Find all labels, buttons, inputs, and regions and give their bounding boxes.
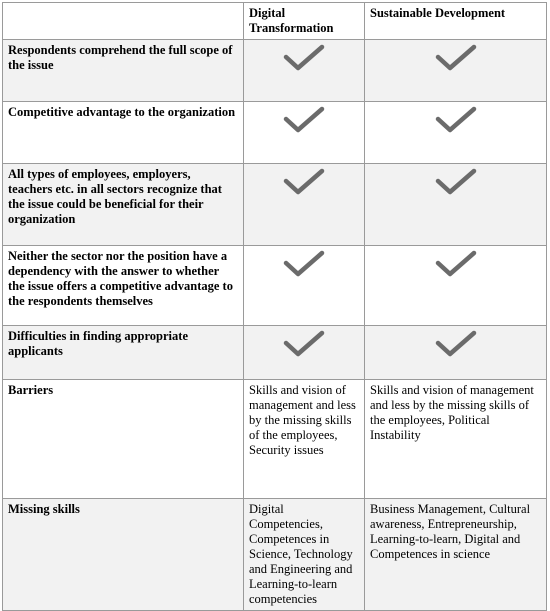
header-row [3, 3, 547, 40]
digital-check-cell [244, 40, 365, 102]
check-icon [283, 43, 325, 73]
digital-check-cell [244, 102, 365, 164]
sustainable-check-cell [365, 326, 547, 380]
header-digital-transformation: Digital Transformation [244, 3, 365, 40]
sustainable-check-cell [365, 40, 547, 102]
header-criterion [3, 3, 244, 40]
check-icon [435, 249, 477, 279]
table-row [3, 380, 547, 499]
check-icon [435, 43, 477, 73]
header-sustainable-development: Sustainable Development [365, 3, 547, 40]
comparison-table [2, 2, 547, 611]
table-row [3, 326, 547, 380]
table-row [3, 40, 547, 102]
check-icon [283, 167, 325, 197]
criterion-cell: Barriers [3, 380, 244, 499]
sustainable-check-cell [365, 246, 547, 326]
table-row [3, 246, 547, 326]
criterion-cell: Missing skills [3, 499, 244, 611]
digital-check-cell [244, 246, 365, 326]
check-icon [435, 167, 477, 197]
check-icon [283, 105, 325, 135]
sustainable-missing-skills-cell: Business Management, Cultural awareness, Entrepreneurship, Learning-to-learn, Digital and Competences in science [365, 499, 547, 611]
table-row [3, 102, 547, 164]
digital-missing-skills-cell: Digital Competencies, Competences in Science, Technology and Engineering and Learning-to-learn competencies [244, 499, 365, 611]
criterion-cell: Competitive advantage to the organization [3, 102, 244, 164]
sustainable-barriers-cell: Skills and vision of management and less by the missing skills of the employees, Political Instability [365, 380, 547, 499]
digital-check-cell [244, 326, 365, 380]
criterion-cell: Neither the sector nor the position have a dependency with the answer to whether the issue offers a competitive advantage to the respondents themselves [3, 246, 244, 326]
check-icon [283, 329, 325, 359]
table-row [3, 164, 547, 246]
digital-check-cell [244, 164, 365, 246]
check-icon [435, 105, 477, 135]
check-icon [283, 249, 325, 279]
sustainable-check-cell [365, 102, 547, 164]
criterion-cell: All types of employees, employers, teachers etc. in all sectors recognize that the issue could be beneficial for their organization [3, 164, 244, 246]
digital-barriers-cell: Skills and vision of management and less by the missing skills of the employees, Security issues [244, 380, 365, 499]
criterion-cell: Difficulties in finding appropriate applicants [3, 326, 244, 380]
table-row [3, 499, 547, 611]
check-icon [435, 329, 477, 359]
criterion-cell: Respondents comprehend the full scope of the issue [3, 40, 244, 102]
sustainable-check-cell [365, 164, 547, 246]
